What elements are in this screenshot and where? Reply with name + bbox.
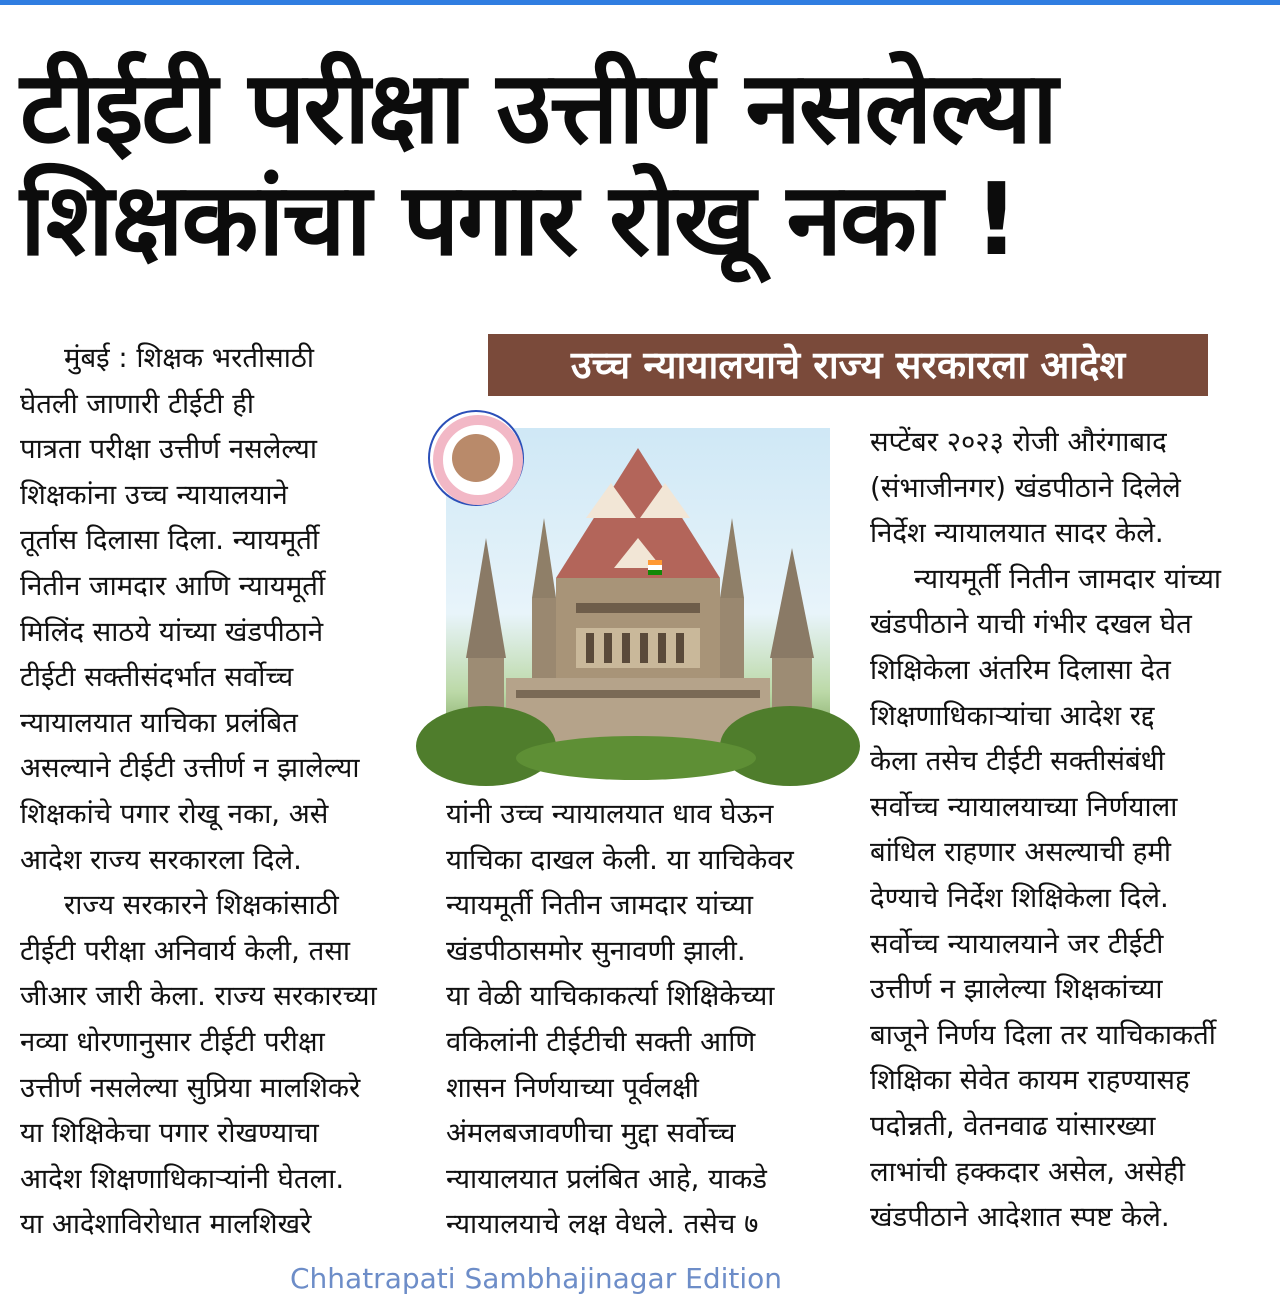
left-column [20,336,404,1248]
article-line: पदोन्नती, वेतनवाढ यांसारख्या [870,1109,1156,1142]
article-line: शासन निर्णयाच्या पूर्वलक्षी [446,1071,699,1104]
article-line: मुंबई : शिक्षक भरतीसाठी [64,342,314,374]
article-line: बांधिल राहणार असल्याची हमी [870,836,1171,869]
article-line: लाभांची हक्कदार असेल, असेही [870,1155,1186,1188]
article-line: राज्य सरकारने शिक्षकांसाठी [64,889,339,922]
article-line: वकिलांनी टीईटीची सक्ती आणि [446,1025,756,1058]
article-line: बाजूने निर्णय दिला तर याचिकाकर्ती [870,1018,1216,1051]
article-line: आदेश शिक्षणाधिकाऱ्यांनी घेतला. [20,1162,345,1195]
article-line: जीआर जारी केला. राज्य सरकारच्या [20,980,377,1013]
article-line: उत्तीर्ण न झालेल्या शिक्षकांच्या [870,973,1163,1006]
article-line: शिक्षिकेला अंतरिम दिलासा देत [870,653,1171,686]
article-line: पात्रता परीक्षा उत्तीर्ण नसलेल्या [20,433,317,466]
article-line: अंमलबजावणीचा मुद्दा सर्वोच्च [446,1117,736,1150]
badge-ring-text-icon [430,412,526,508]
subheadline-banner: उच्च न्यायालयाचे राज्य सरकारला आदेश [488,334,1208,396]
article-line: शिक्षकांना उच्च न्यायालयाने [20,478,288,511]
article-line: न्यायालयाचे लक्ष वेधले. तसेच ७ [446,1208,759,1241]
headline-line-1: टीईटी परीक्षा उत्तीर्ण नसलेल्या [20,49,1056,166]
edition-caption: Chhatrapati Sambhajinagar Edition [290,1262,783,1295]
article-line: केला तसेच टीईटी सक्तीसंबंधी [870,745,1165,778]
article-line: खंडपीठासमोर सुनावणी झाली. [446,934,746,967]
article-line: तूर्तास दिलासा दिला. न्यायमूर्ती [20,524,320,557]
article-line: न्यायालयात याचिका प्रलंबित [20,706,298,739]
middle-column [446,792,832,1248]
article-line: टीईटी सक्तीसंदर्भात सर्वोच्च [20,661,294,694]
article-line: उत्तीर्ण नसलेल्या सुप्रिया मालशिकरे [20,1071,361,1104]
article-line: निर्देश न्यायालयात सादर केले. [870,517,1164,550]
article-line: यांनी उच्च न्यायालयात धाव घेऊन [446,798,774,830]
author-badge [428,410,524,506]
article-line: (संभाजीनगर) खंडपीठाने दिलेले [870,471,1181,504]
article-line: खंडपीठाने आदेशात स्पष्ट केले. [870,1201,1170,1234]
article-line: मिलिंद साठये यांच्या खंडपीठाने [20,615,324,648]
article-line: खंडपीठाने याची गंभीर दखल घेत [870,608,1192,641]
article-line: या वेळी याचिकाकर्त्या शिक्षिकेच्या [446,980,775,1013]
article-line: न्यायमूर्ती नितीन जामदार यांच्या [914,562,1222,595]
article-line: या आदेशाविरोधात मालशिखरे [20,1208,312,1241]
right-column [870,420,1258,1241]
article-line: न्यायमूर्ती नितीन जामदार यांच्या [446,889,754,922]
top-rule [0,0,1280,5]
article-line: याचिका दाखल केली. या याचिकेवर [446,843,794,876]
article-line: शिक्षकांचे पगार रोखू नका, असे [20,797,329,830]
article-line: नितीन जामदार आणि न्यायमूर्ती [20,569,326,602]
article-line: सर्वोच्च न्यायालयाने जर टीईटी [870,927,1164,960]
article-line: शिक्षणाधिकाऱ्यांचा आदेश रद्द [870,699,1155,732]
article-line: नव्या धोरणानुसार टीईटी परीक्षा [20,1025,325,1058]
article-line: या शिक्षिकेचा पगार रोखण्याचा [20,1117,319,1150]
article-line: शिक्षिका सेवेत कायम राहण्यासह [870,1064,1190,1097]
headline [20,49,1260,278]
article-line: सर्वोच्च न्यायालयाच्या निर्णयाला [870,790,1178,823]
article-line: देण्याचे निर्देश शिक्षिकेला दिले. [870,881,1169,914]
article-line: टीईटी परीक्षा अनिवार्य केली, तसा [20,934,351,967]
article-line: आदेश राज्य सरकारला दिले. [20,843,302,876]
article-line: घेतली जाणारी टीईटी ही [20,387,255,420]
article-line: असल्याने टीईटी उत्तीर्ण न झालेल्या [20,752,360,785]
article-line: न्यायालयात प्रलंबित आहे, याकडे [446,1162,768,1195]
headline-line-2: शिक्षकांचा पगार रोखू नका ! [20,161,1018,278]
article-line: सप्टेंबर २०२३ रोजी औरंगाबाद [870,426,1167,458]
